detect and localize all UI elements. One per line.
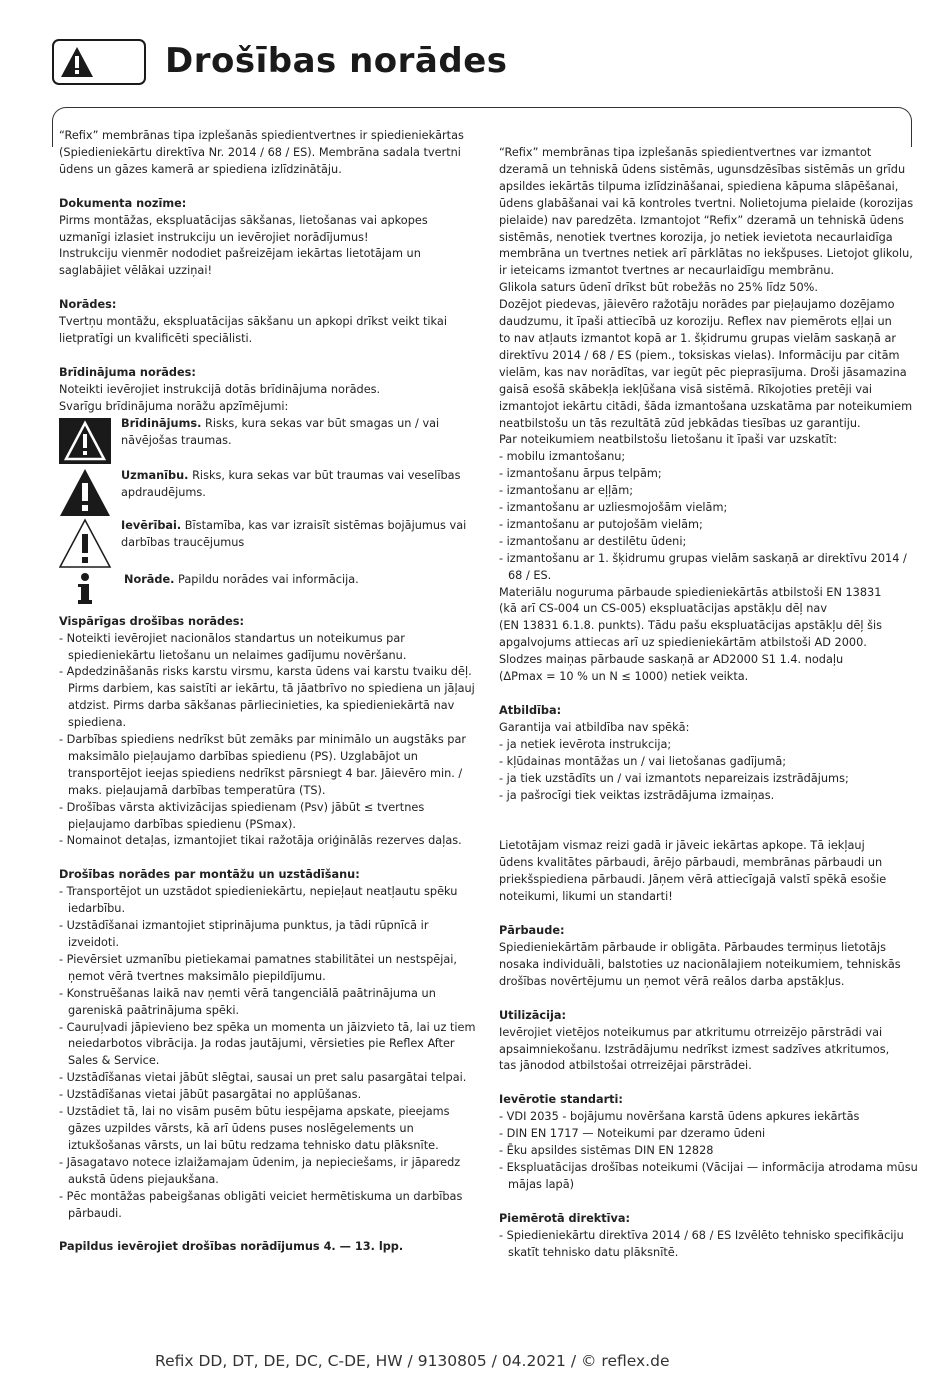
page-title: Drošības norādes [165,41,508,81]
list-item: - mobilu izmantošanu; [499,450,626,464]
text-line: “Refix” membrānas tipa izplešanās spiedientvertnes ir spiedieniekārtas [59,129,464,142]
text-line: gaisā esošā skābekļa iekļūšana visā sistēmā. Rīkojoties pretēji vai [499,382,873,396]
usage-text [499,145,919,449]
symbol-text: Bīstamība, kas var izraisīt sistēmas bojājumus vai darbības traucējumus [121,518,467,549]
list-item: - Ēku apsildes sistēmas DIN EN 12828 [499,1144,714,1158]
closing-note: Papildus ievērojiet drošības norādījumus 4. — 13. lpp. [59,1240,404,1254]
maintenance-text [499,838,919,906]
section-heading-installation: Drošības norādes par montāžu un uzstādīšanu: [59,868,360,882]
section-heading-warnings: Brīdinājuma norādes: [59,365,196,379]
general-safety-list [59,631,479,851]
text-line: vielām, kas nav norādītas, var iegūt pēc pieprasījuma. Droši jāsamazina [499,365,907,379]
list-item: - ja tiek uzstādīts un / vai izmantots nepareizais izstrādājums; [499,771,849,785]
text-line: drošības novērtējumu un ņemot vērā reālos darba apstākļus. [499,974,845,988]
text-line: membrāna un tvertnes netiek arī pārklātas no iekšpuses. Lietojot glikolu, [499,247,913,261]
list-item: - Pēc montāžas pabeigšanas obligāti veiciet hermētiskuma un darbības pārbaudi. [59,1189,463,1220]
list-item: - izmantošanu ārpus telpām; [499,467,662,481]
section-heading-document: Dokumenta nozīme: [59,196,187,210]
list-item: - VDI 2035 - bojājumu novēršana karstā ūdens apkures iekārtās [499,1110,860,1124]
list-item: - Konstruēšanas laikā nav ņemti vērā tangenciālā paātrinājuma un gareniskā paātrinājuma spēki. [59,986,436,1017]
text-line: noteikumi, likumi un standarti! [499,890,673,904]
section-heading-disposal: Utilizācija: [499,1008,566,1022]
text-line: uzmanīgi izlasiet instrukciju un ievērojiet norādījumus! [59,230,369,244]
page-footer: Refix DD, DT, DE, DC, C-DE, HW / 9130805 / 04.2021 / © reflex.de [155,1352,670,1370]
text-line: ūdens kvalitātes pārbaudi, ārējo pārbaudi, membrānas pārbaudi un [499,856,883,870]
right-column [499,145,919,1261]
list-item: - Pievērsiet uzmanību pietiekamai pamatnes stabilitātei un nestspējai, ņemot vērā tvertnes maksimālo piepildījumu. [59,952,457,983]
installation-list [59,884,479,1222]
list-item: - Uzstādiet tā, lai no visām pusēm būtu iespējama apskate, pieejams gāzes uzpildes vārsts, kā arī ūdens puses noslēgelements un iztukšošanas vārsts, un lai būtu redzama tehnisko datu plāksnīte. [59,1105,450,1152]
intro-text [59,128,479,179]
text-line: Slodzes maiņas pārbaude saskaņā ar AD2000 S1 1.4. nodaļu [499,653,844,667]
symbol-row-warning [59,416,479,468]
text-line: neatbilstošu un tās rezultātā zūd jebkādas tiesības uz garantiju. [499,416,861,430]
attention-outline-icon [59,518,113,570]
list-item: - ja pašrocīgi tiek veiktas izstrādājuma izmaiņas. [499,788,775,802]
text-line: “Refix” membrānas tipa izplešanās spiedientvertnes var izmantot [499,146,872,159]
text-line: Ievērojiet vietējos noteikumus par atkritumu otrreizējo pārstrādi vai [499,1025,883,1039]
text-line: Svarīgu brīdinājuma norāžu apzīmējumi: [59,399,289,413]
list-item: - Ekspluatācijas drošības noteikumi (Vācijai — informācija atrodama mūsu mājas lapā) [499,1160,918,1191]
list-item: - Uzstādīšanai izmantojiet stiprinājuma punktus, ja tādi rūpnīcā ir izveidoti. [59,919,429,949]
list-item: - Uzstādīšanas vietai jābūt pasargātai no applūšanas. [59,1088,362,1102]
text-line: priekšspiediena pārbaudi. Jāņem vērā attiecīgajā valstī spēkā esošie [499,873,887,887]
symbol-text: Risks, kura sekas var būt smagas un / vai nāvējošas traumas. [121,416,440,447]
text-line: sistēmās, nenotiek tvertnes korozija, jo netiek ievietota necaurlaidīga [499,230,893,244]
symbol-row-caution [59,468,479,518]
list-item: - izmantošanu ar 1. šķidrumu grupas vielām saskaņā ar direktīvu 2014 / 68 / ES. [499,551,907,582]
list-item: - Spiedieniekārtu direktīva 2014 / 68 / ES Izvēlēto tehnisko specifikāciju skatīt tehnisko datu plāksnītē. [499,1228,904,1259]
text-line: apgalvojums attiecas arī uz spiedieniekārtām atbilstoši AD 2000. [499,636,867,650]
text-line: ir ieteicams izmantot tvertnes ar necaurlaidīgu membrānu. [499,264,835,278]
warning-triangle-icon [59,45,95,79]
list-item: - Darbības spiediens nedrīkst būt zemāks par minimālo un augstāks par maksimālo pieļaujamo darbības spiedienu (PS). Uzglabājot un transportējot ieejas spiediens nedrīkst pārsniegt 4 bar. Jāievēro min. / maks. pieļaujamā darbības temperatūra (TS). [59,733,467,797]
list-item: - izmantošanu ar putojošām vielām; [499,517,703,531]
fatigue-text [499,585,919,686]
directive-list [499,1228,919,1262]
text-line: (ΔPmax = 10 % un N ≤ 1000) netiek veikta. [499,670,749,684]
symbol-row-attention [59,518,479,572]
text-line: Tvertņu montāžu, ekspluatācijas sākšanu un apkopi drīkst veikt tikai [59,315,447,329]
text-line: dzeramā un tehniskā ūdens sistēmās, ugunsdzēsības sistēmās un grīdu [499,162,906,176]
list-item: - Apdedzināšanās risks karstu virsmu, karsta ūdens vai karstu tvaiku dēļ. Pirms darbiem, kas saistīti ar iekārtu, tā jāatbrīvo no spiediena un jāļauj atdzist. Pirms darba sākšanas pārliecinieties, ka spiedieniekārtā nav spiediena. [59,665,475,730]
section-heading-standards: Ievērotie standarti: [499,1093,623,1107]
text-line: lietpratīgi un kvalificēti speciālisti. [59,332,253,346]
text-line: to nav atļauts izmantot kopā ar 1. šķidrumu grupas vielām saskaņā ar [499,331,897,345]
liability-list [499,737,919,805]
symbol-text: Risks, kura sekas var būt traumas vai veselības apdraudējums. [121,468,461,499]
text-line: saglabājiet vēlākai uzziņai! [59,264,212,278]
text-line: ūdens un gāzes kamerā ar spiediena izlīdzinātāju. [59,162,342,176]
list-item: - Drošības vārsta aktivizācijas spiedienam (Psv) jābūt ≤ tvertnes pieļaujamo darbības spiedienu (PSmax). [59,800,425,831]
section-heading-inspection: Pārbaude: [499,924,565,938]
text-line: ūdens glabāšanai vai kā kontroles tvertni. Nolietojuma pielaide (korozijas [499,196,914,210]
header-warning-box [52,39,146,85]
list-item: - Uzstādīšanas vietai jābūt slēgtai, sausai un pret salu pasargātai telpai. [59,1071,467,1085]
text-line: apsildes iekārtās tilpuma izlīdzināšanai, spiediena kāpuma slāpēšanai, [499,179,899,193]
list-item: - ja netiek ievērota instrukcija; [499,737,672,751]
text-line: nosaka individuāli, balstoties uz nacionālajiem noteikumiem, tehniskās [499,957,901,971]
symbol-label: Brīdinājums. [121,416,202,430]
list-item: - izmantošanu ar eļļām; [499,484,634,498]
text-line: Lietotājam vismaz reizi gadā ir jāveic iekārtas apkope. Tā iekļauj [499,839,865,853]
list-item: - Nomainot detaļas, izmantojiet tikai ražotāja oriģinālās rezerves daļas. [59,834,462,848]
symbol-text: Papildu norādes vai informācija. [174,572,359,586]
caution-triangle-icon [59,468,113,518]
symbol-label: Ievērībai. [121,518,182,532]
section-heading-liability: Atbildība: [499,704,562,717]
text-line: Par noteikumiem neatbilstošu lietošanu it īpaši var uzskatīt: [499,433,838,447]
text-line: pielaide) nav paredzēta. Izmantojot “Refix” dzeramā un tehniskā ūdens [499,213,904,227]
text-line: (kā arī CS-004 un CS-005) ekspluatācijas apstākļu dēļ nav [499,602,828,616]
list-item: - DIN EN 1717 — Noteikumi par dzeramo ūdeni [499,1127,766,1141]
list-item: - Cauruļvadi jāpievieno bez spēka un momenta un jāizvieto tā, lai uz tiem neiedarbotos vibrācija. Ja rodas jautājumi, vērsieties pie Reflex After Sales & Service. [59,1020,476,1068]
symbol-row-info [59,572,479,614]
list-item: - Transportējot un uzstādot spiedieniekārtu, nepieļaut neatļautu spēku iedarbību. [59,885,458,916]
list-item: - Noteikti ievērojiet nacionālos standartus un noteikumus par spiedieniekārtu lietošanu un nelaimes gadījumu novēršanu. [59,631,407,662]
left-column [59,128,479,1256]
text-line: Noteikti ievērojiet instrukcijā dotās brīdinājuma norādes. [59,382,381,396]
text-line: direktīvu 2014 / 68 / ES (piem., toksiskas vielas). Informāciju par citām [499,348,900,362]
text-line: Glikola saturs ūdenī drīkst būt robežās no 25% līdz 50%. [499,281,818,295]
text-line: Instrukciju vienmēr nododiet pašreizējam iekārtas lietotājam un [59,247,421,261]
text-line: apsaimniekošanu. Izstrādājumu nedrīkst izmest sadzīves atkritumos, [499,1042,890,1056]
symbol-label: Norāde. [124,572,175,586]
section-heading-notes: Norādes: [59,298,117,312]
text-line: Pirms montāžas, ekspluatācijas sākšanas, lietošanas vai apkopes [59,213,428,227]
warning-square-icon [59,416,113,466]
info-icon [59,572,113,608]
text-line: (Spiedieniekārtu direktīva Nr. 2014 / 68 / ES). Membrāna sadala tvertni [59,145,461,159]
text-line: izmantojot iekārtu citādi, šāda izmantošana uzskatāma par noteikumiem [499,399,913,413]
misuse-list [499,449,919,584]
list-item: - kļūdainas montāžas un / vai lietošanas gadījumā; [499,754,787,768]
text-line: Garantija vai atbildība nav spēkā: [499,720,690,734]
text-line: daudzumu, it īpaši attiecībā uz koroziju. Reflex nav piemērots eļļai un [499,315,892,329]
text-line: (EN 13831 6.1.8. punkts). Tādu pašu ekspluatācijas apstākļu dēļ šis [499,619,882,633]
list-item: - izmantošanu ar destilētu ūdeni; [499,534,687,548]
text-line: Dozējot piedevas, jāievēro ražotāju norādes par pieļaujamo dozējamo [499,298,895,312]
list-item: - Jāsagatavo notece izlaižamajam ūdenim, ja nepieciešams, ir jāparedz aukstā ūdens piejaukšana. [59,1155,461,1186]
text-line: Materiālu noguruma pārbaude spiedieniekārtās atbilstoši EN 13831 [499,585,882,599]
symbol-label: Uzmanību. [121,468,189,482]
text-line: Spiedieniekārtām pārbaude ir obligāta. Pārbaudes termiņus lietotājs [499,940,887,954]
section-heading-directive: Piemērotā direktīva: [499,1211,631,1225]
list-item: - izmantošanu ar uzliesmojošām vielām; [499,501,728,515]
text-line: tas jānodod atbilstošai otrreizējai pārstrādei. [499,1059,752,1073]
standards-list [499,1109,919,1194]
section-heading-general: Vispārīgas drošības norādes: [59,614,245,628]
